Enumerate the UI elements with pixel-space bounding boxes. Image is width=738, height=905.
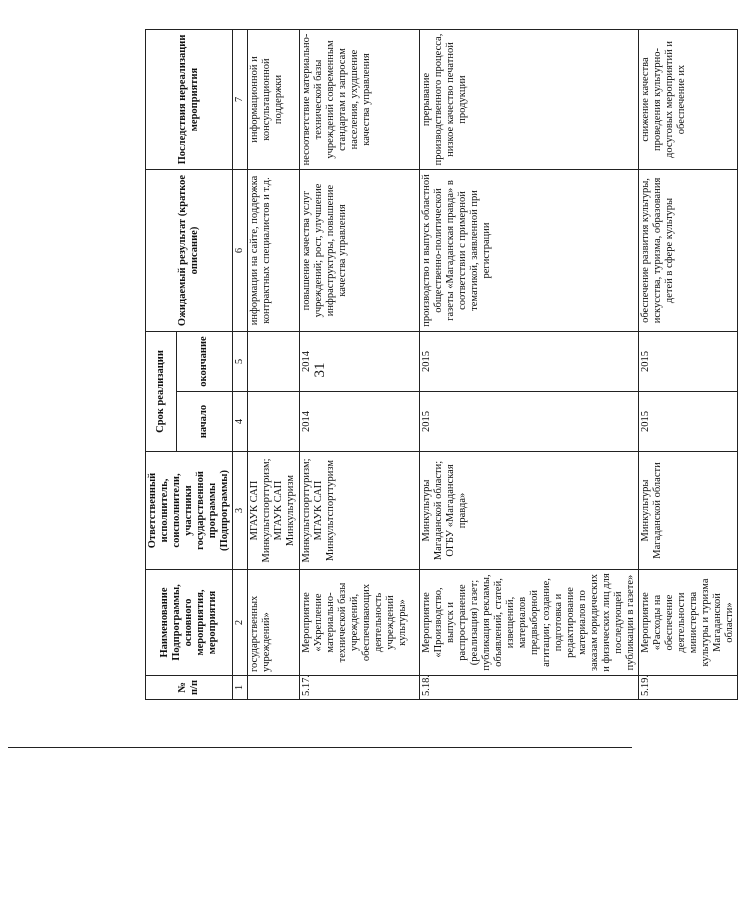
row-no: 5.17. [300, 676, 420, 700]
header-term: Срок реализации [146, 332, 177, 452]
header-row-1 [146, 30, 177, 700]
row-result: повышение качества услуг учреждений; рост, улучшение инфраструктуры, повышение качества управления [300, 170, 420, 332]
program-activities-table [145, 29, 738, 700]
row-end: 2015 [639, 332, 738, 392]
col-number: 4 [233, 392, 248, 452]
row-end: 2014 [300, 332, 420, 392]
header-start: начало [176, 392, 232, 452]
table-row [300, 30, 420, 700]
col-number: 1 [233, 676, 248, 700]
row-consequences: несоответствие материально-технической базы учреждений современным стандартам и запросам населения, ухудшение качества управления [300, 30, 420, 170]
header-name: Наименование Подпрограммы, основного мероприятия, мероприятия [146, 570, 233, 676]
rotated-table-container [145, 30, 735, 700]
header-consequences: Последствия нереализации мероприятия [146, 30, 233, 170]
row-responsible: Минкультуры Магаданской области; ОГБУ «Магаданская правда» [420, 452, 639, 570]
row-start: 2014 [300, 392, 420, 452]
row-name: Мероприятие «Укрепление материально-технической базы учреждений, обеспечивающих деятельность учреждений культуры» [300, 570, 420, 676]
row-result: производство и выпуск областной общественно-политической газеты «Магаданская правда» в соответствии с примерной тематикой, заявленной при регистрации [420, 170, 639, 332]
row-consequences: прерывание производственного процесса, низкое качество печатной продукции [420, 30, 639, 170]
row-name: Мероприятие «Производство, выпуск и распространение (реализация) газет; публикация рекламы, объявлений, статей, извещений, материалов предвыборной агитации; создание, подготовка и редактирование материалов по заказам юридических и физических лиц для последующей публикации в газете» [420, 570, 639, 676]
header-end: окончание [176, 332, 232, 392]
header-result: Ожидаемый результат (краткое описание) [146, 170, 233, 332]
row-end [248, 332, 300, 392]
table-row [420, 30, 639, 700]
row-no: 5.18. [420, 676, 639, 700]
col-number: 3 [233, 452, 248, 570]
page-number: 31 [312, 362, 328, 378]
col-number: 2 [233, 570, 248, 676]
col-number: 6 [233, 170, 248, 332]
header-responsible: Ответственный исполнитель, соисполнители, участники государственной программы (Подпрограммы) [146, 452, 233, 570]
row-start: 2015 [420, 392, 639, 452]
row-consequences: снижение качества проведения культурно-досуговых мероприятий и обеспечение их [639, 30, 738, 170]
page-divider-line [8, 747, 632, 748]
row-no [248, 676, 300, 700]
col-number: 7 [233, 30, 248, 170]
column-number-row [233, 30, 248, 700]
row-end: 2015 [420, 332, 639, 392]
row-no: 5.19. [639, 676, 738, 700]
row-name: государственных учреждений» [248, 570, 300, 676]
table-row [639, 30, 738, 700]
row-start: 2015 [639, 392, 738, 452]
row-responsible: Минкультспорттуризм; МГАУК САП Минкультспорттуризм [300, 452, 420, 570]
col-number: 5 [233, 332, 248, 392]
row-consequences: информационной и консультационной поддержки [248, 30, 300, 170]
row-responsible: Минкультуры Магаданской области [639, 452, 738, 570]
table-row [248, 30, 300, 700]
header-no: № п/п [146, 676, 233, 700]
row-result: информации на сайте, поддержка контрактных специалистов и т.д. [248, 170, 300, 332]
row-start [248, 392, 300, 452]
row-name: Мероприятие «Расходы на обеспечение деятельности министерства культуры и туризма Магаданской области» [639, 570, 738, 676]
row-responsible: МГАУК САП Минкультспорттуризм; МГАУК САП Минкультуризм [248, 452, 300, 570]
row-result: обеспечение развития культуры, искусства, туризма, образования детей в сфере культуры [639, 170, 738, 332]
